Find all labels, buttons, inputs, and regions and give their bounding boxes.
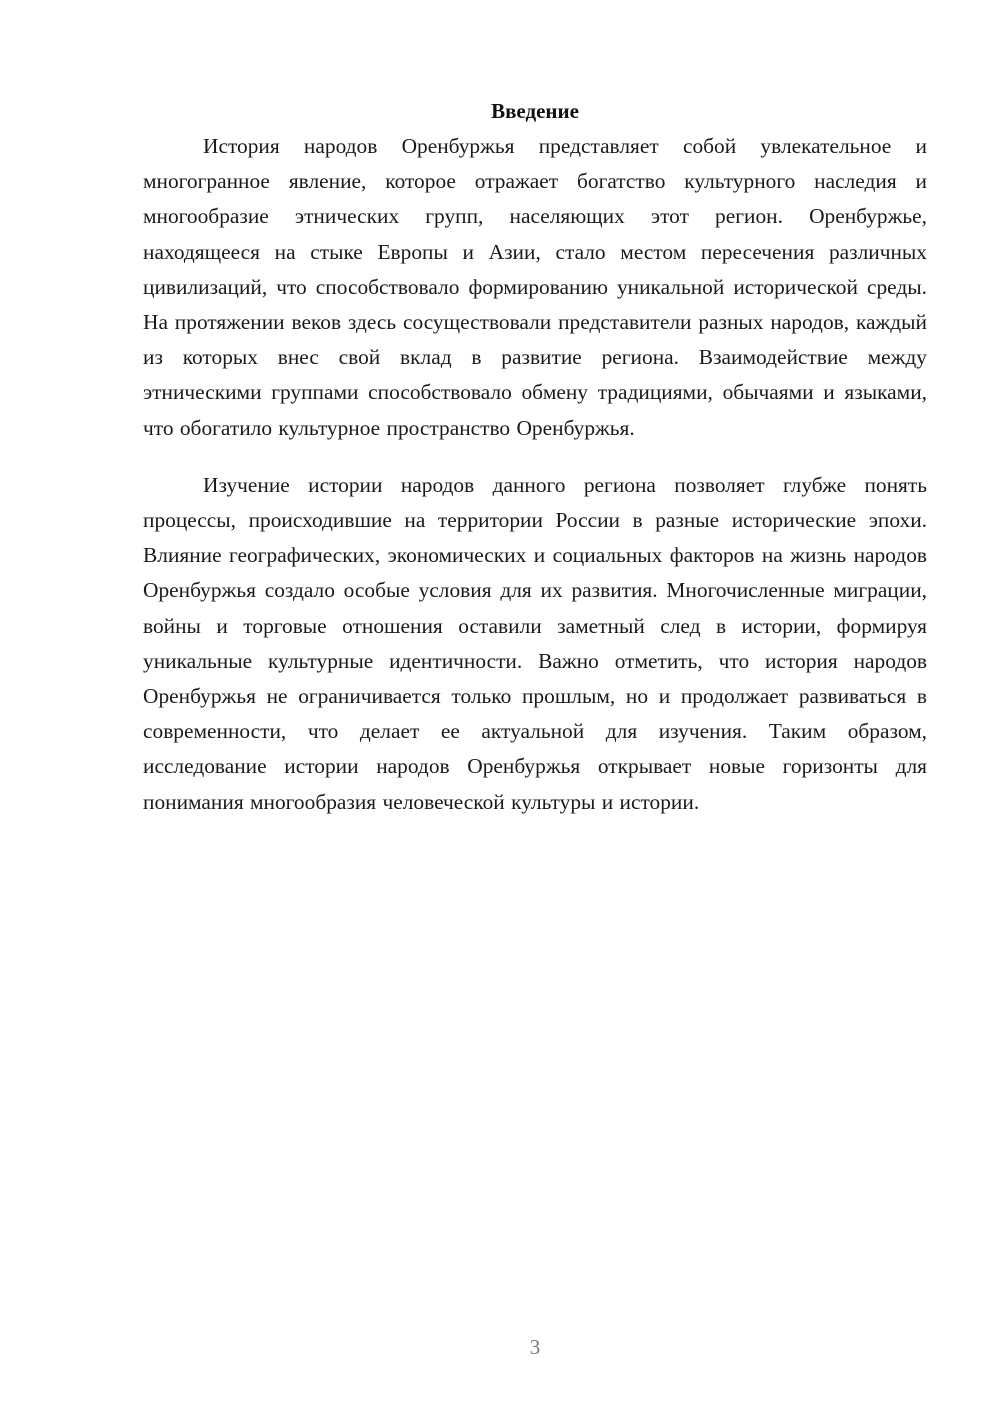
page-heading: Введение	[491, 99, 579, 123]
paragraph-1: История народов Оренбуржья представляет собой увлекательное и многогранное явление, которое отражает богатство культурного наследия и многообразие этнических групп, населяющих этот регион. Оренбуржье, находящееся на стыке Европы и Азии, стало местом пересечения различных цивилизаций, что способствовало формированию уникальной исторической среды. На протяжении веков здесь сосуществовали представители разных народов, каждый из которых внес свой вклад в развитие региона. Взаимодействие между этническими группами способствовало обмену традициями, обычаями и языками, что обогатило культурное пространство Оренбуржья.	[143, 134, 927, 440]
page-content	[143, 96, 927, 842]
page-number: 3	[529, 1335, 541, 1359]
paragraph-2: Изучение истории народов данного региона позволяет глубже понять процессы, происходившие на территории России в разные исторические эпохи. Влияние географических, экономических и социальных факторов на жизнь народов Оренбуржья создало особые условия для их развития. Многочисленные миграции, войны и торговые отношения оставили заметный след в истории, формируя уникальные культурные идентичности. Важно отметить, что история народов Оренбуржья не ограничивается только прошлым, но и продолжает развиваться в современности, что делает ее актуальной для изучения. Таким образом, исследование истории народов Оренбуржья открывает новые горизонты для понимания многообразия человеческой культуры и истории.	[143, 472, 927, 814]
